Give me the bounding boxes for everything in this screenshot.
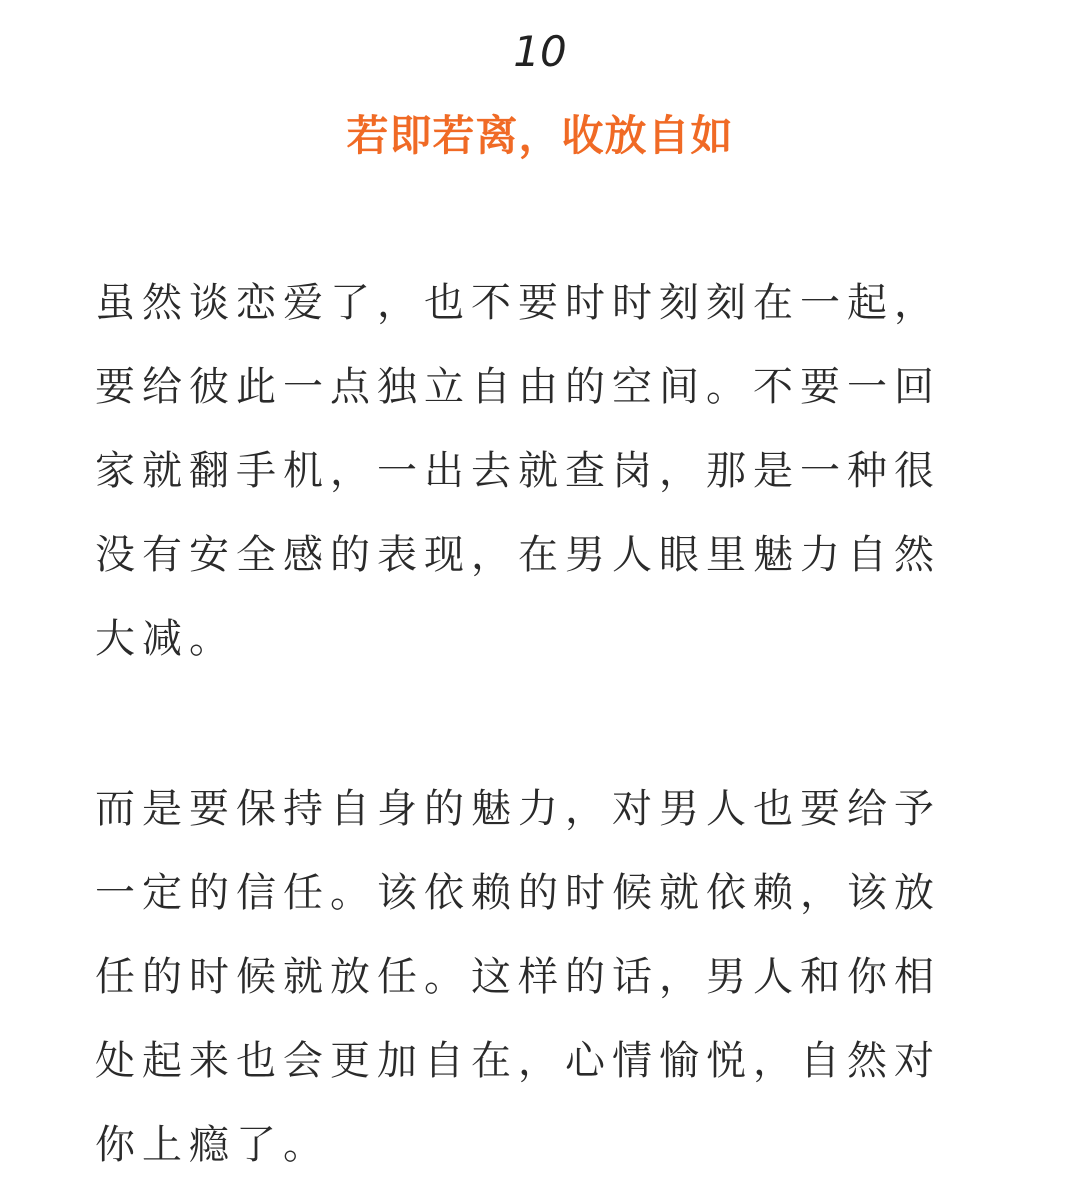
- paragraph-line: 任的时候就放任。这样的话，男人和你相: [95, 954, 941, 1000]
- body-paragraph-2: [95, 767, 975, 1187]
- section-title: 若即若离，收放自如: [346, 111, 734, 160]
- section-number: 10: [513, 27, 567, 76]
- paragraph-line: 而是要保持自身的魅力，对男人也要给予: [95, 786, 941, 832]
- paragraph-line: 你上瘾了。: [95, 1122, 330, 1168]
- paragraph-line: 大减。: [95, 616, 236, 662]
- paragraph-line: 没有安全感的表现，在男人眼里魅力自然: [95, 532, 941, 578]
- paragraph-line: 家就翻手机，一出去就查岗，那是一种很: [95, 448, 941, 494]
- paragraph-line: 要给彼此一点独立自由的空间。不要一回: [95, 364, 941, 410]
- paragraph-line: 处起来也会更加自在，心情愉悦，自然对: [95, 1038, 941, 1084]
- paragraph-line: 虽然谈恋爱了，也不要时时刻刻在一起，: [95, 280, 941, 326]
- paragraph-line: 一定的信任。该依赖的时候就依赖，该放: [95, 870, 941, 916]
- body-paragraph-1: [95, 261, 975, 681]
